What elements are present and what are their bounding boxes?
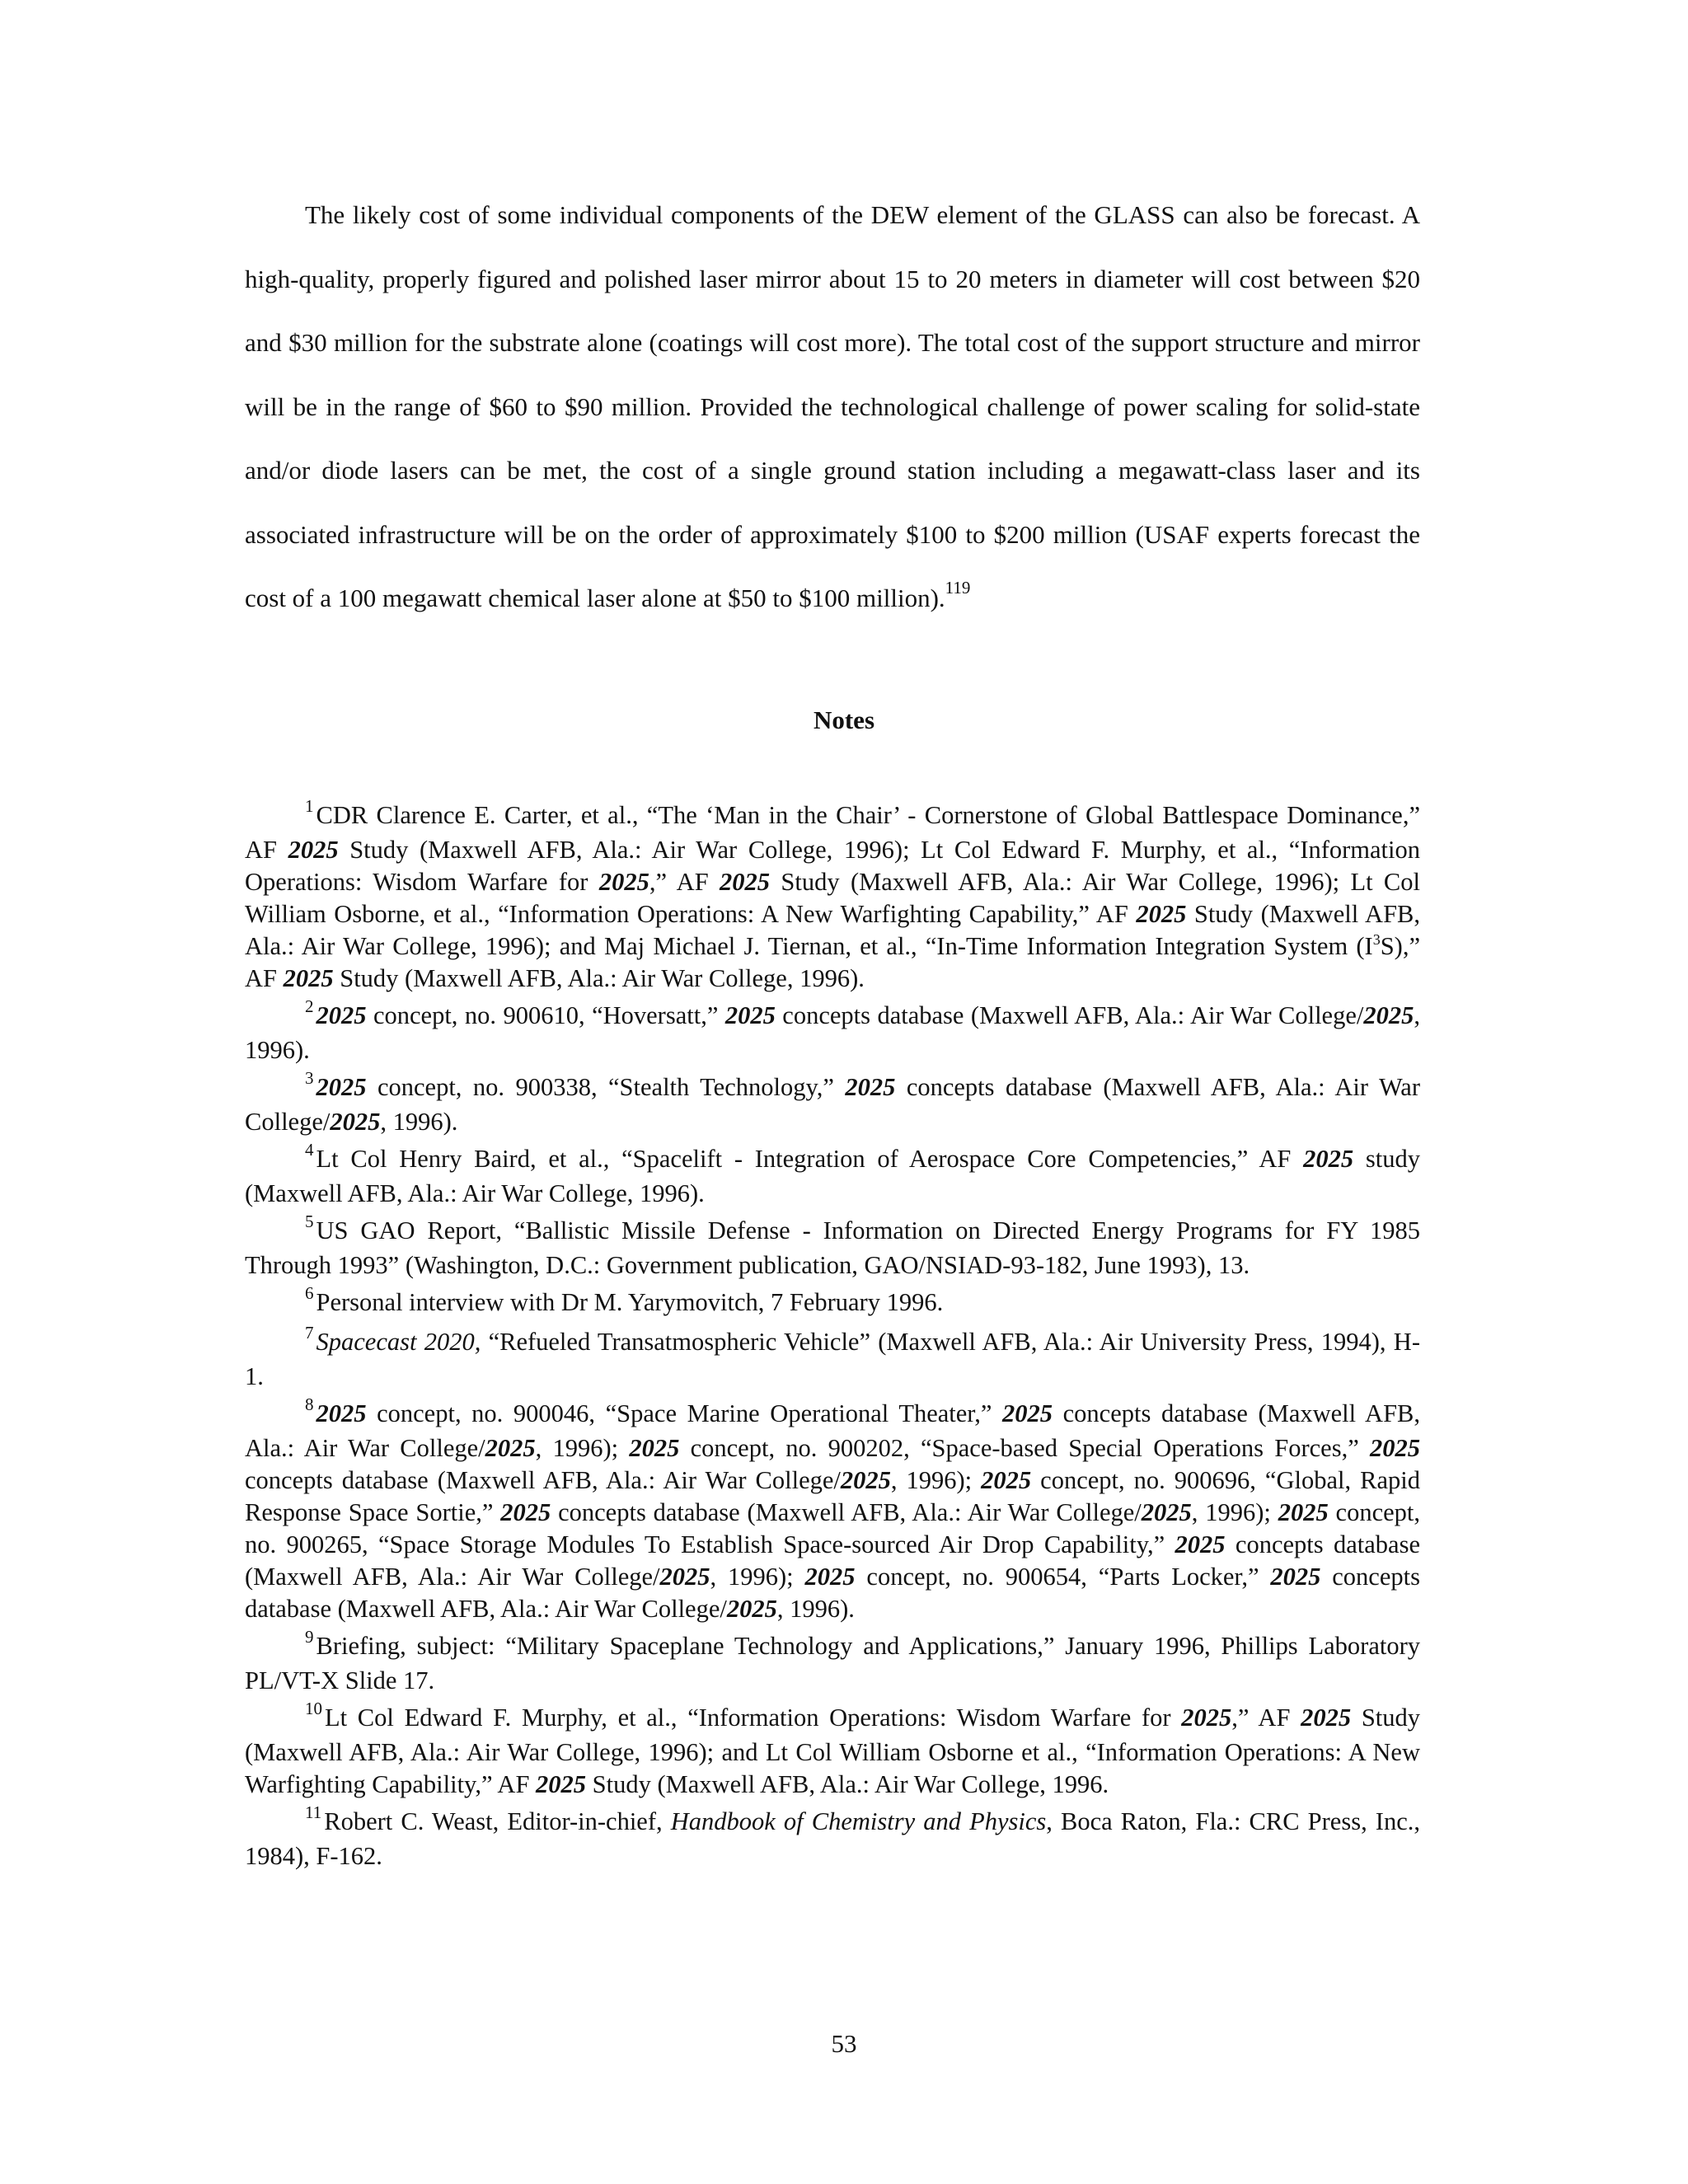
footnote-italic: Handbook of Chemistry and Physics	[670, 1807, 1047, 1835]
footnote-emphasis: 2025	[1175, 1530, 1226, 1558]
footnote-number: 6	[305, 1283, 314, 1303]
footnote-text: S),” AF	[245, 932, 1420, 992]
footnote	[245, 1140, 1420, 1210]
footnote-number: 7	[305, 1323, 314, 1343]
footnote-emphasis: 2025	[500, 1498, 551, 1526]
footnote	[245, 1394, 1420, 1625]
footnote-number: 9	[305, 1627, 314, 1647]
footnote-text: concepts database (Maxwell AFB, Ala.: Air War College/	[551, 1498, 1142, 1526]
footnote-text: Lt Col Henry Baird, et al., “Spacelift - Integration of Aerospace Core Competencies,” AF	[316, 1145, 1304, 1173]
footnote-text: , Boca Raton, Fla.: CRC Press, Inc., 1984), F-162.	[245, 1807, 1421, 1870]
footnote-number: 8	[305, 1394, 314, 1414]
footnote-text: Study (Maxwell AFB, Ala.: Air War College, 1996); and Maj Michael J. Tiernan, et al., “In-Time Information Integration System (I	[245, 900, 1420, 960]
footnote-emphasis: 2025	[840, 1466, 891, 1494]
footnote-text: concepts database (Maxwell AFB, Ala.: Air War College/	[245, 1399, 1420, 1462]
footnote	[245, 1283, 1420, 1321]
footnote-emphasis: 2025	[720, 868, 771, 896]
footnote-emphasis: 2025	[1136, 900, 1187, 928]
footnote-number: 10	[305, 1699, 322, 1718]
body-paragraph	[245, 183, 1420, 630]
footnote-text: concept, no. 900610, “Hoversatt,”	[366, 1001, 725, 1029]
footnote	[245, 1068, 1420, 1138]
footnote-emphasis: 2025	[629, 1434, 680, 1462]
footnote-emphasis: 2025	[316, 1001, 367, 1029]
footnote-text: concept, no. 900338, “Stealth Technology,”	[366, 1073, 846, 1101]
body-paragraph-text: The likely cost of some individual components of the DEW element of the GLASS can also be forecast. A high-quality, properly figured and polished laser mirror about 15 to 20 meters in diameter will cost between $20 and $30 million for the substrate alone (coatings will cost more). The total cost of the support structure and mirror will be in the range of $60 to $90 million. Provided the technological challenge of power scaling for solid-state and/or diode lasers can be met, the cost of a single ground station including a megawatt-class laser and its associated infrastructure will be on the order of approximately $100 to $200 million (USAF experts forecast the cost of a 100 megawatt chemical laser alone at $50 to $100 million).	[245, 200, 1420, 612]
footnote-emphasis: 2025	[316, 1073, 367, 1101]
footnote-text: US GAO Report, “Ballistic Missile Defense - Information on Directed Energy Programs for FY 1985 Through 1993” (Washington, D.C.: Government publication, GAO/NSIAD-93-182, June 1993), 13.	[245, 1216, 1420, 1279]
footnote-emphasis: 2025	[726, 1595, 777, 1623]
footnote	[245, 1802, 1421, 1872]
footnote-text: “Refueled Transatmospheric Vehicle” (Maxwell AFB, Ala.: Air University Press, 1994), H-1.	[245, 1328, 1420, 1390]
footnote-text: Study (Maxwell AFB, Ala.: Air War College, 1996); Lt Col Edward F. Murphy, et al., “Information Operations: Wisdom Warfare for	[245, 836, 1420, 896]
footnote-text: , 1996);	[890, 1466, 982, 1494]
footnote-text: , 1996).	[380, 1108, 458, 1136]
footnote-text: , 1996);	[1191, 1498, 1278, 1526]
footnote-text: concepts database (Maxwell AFB, Ala.: Air War College/	[245, 1530, 1420, 1591]
footnote	[245, 1323, 1420, 1393]
footnote-text: Study (Maxwell AFB, Ala.: Air War College, 1996.	[586, 1770, 1109, 1798]
footnote-superscript: 3	[1372, 931, 1381, 948]
footnote-text: Lt Col Edward F. Murphy, et al., “Information Operations: Wisdom Warfare for	[325, 1704, 1182, 1732]
footnote-text: concepts database (Maxwell AFB, Ala.: Air War College/	[245, 1466, 841, 1494]
footnote	[245, 1212, 1420, 1282]
footnote-emphasis: 2025	[1370, 1434, 1420, 1462]
footnote-reference: 119	[945, 578, 971, 598]
footnote-italic: Spacecast 2020,	[316, 1328, 481, 1356]
footnote-text: study (Maxwell AFB, Ala.: Air War College, 1996).	[245, 1145, 1420, 1207]
footnote-number: 5	[305, 1212, 314, 1231]
footnote-text: concepts database (Maxwell AFB, Ala.: Air War College/	[775, 1001, 1364, 1029]
footnote-number: 4	[305, 1140, 314, 1160]
footnote-emphasis: 2025	[598, 868, 649, 896]
footnote-text: concepts database (Maxwell AFB, Ala.: Air War College/	[245, 1073, 1420, 1136]
footnote-text: CDR Clarence E. Carter, et al., “The ‘Man in the Chair’ - Cornerstone of Global Battlespace Dominance,” AF	[245, 801, 1420, 864]
footnote-emphasis: 2025	[316, 1399, 367, 1427]
notes-heading: Notes	[813, 705, 875, 734]
footnote-emphasis: 2025	[1141, 1498, 1192, 1526]
footnote-text: , 1996);	[535, 1434, 630, 1462]
footnote-number: 1	[305, 796, 314, 816]
footnote-number: 2	[305, 996, 314, 1016]
footnote-text: Study (Maxwell AFB, Ala.: Air War College, 1996).	[333, 964, 865, 992]
footnote-text: Study (Maxwell AFB, Ala.: Air War College, 1996); and Lt Col William Osborne et al., “Information Operations: A New Warfighting Capability,” AF	[245, 1704, 1421, 1798]
footnote-text: , 1996).	[776, 1595, 855, 1623]
page-number: 53	[831, 2029, 857, 2058]
footnote-emphasis: 2025	[485, 1434, 536, 1462]
footnote-emphasis: 2025	[283, 964, 334, 992]
footnote-emphasis: 2025	[659, 1563, 710, 1591]
footnote-emphasis: 2025	[1270, 1563, 1321, 1591]
footnote-text: , 1996);	[710, 1563, 805, 1591]
footnote-emphasis: 2025	[330, 1108, 381, 1136]
footnote-text: Personal interview with Dr M. Yarymovitch, 7 February 1996.	[316, 1288, 944, 1316]
footnote-text: concept, no. 900202, “Space-based Special Operations Forces,”	[679, 1434, 1370, 1462]
footnote-emphasis: 2025	[1181, 1704, 1232, 1732]
footnote-emphasis: 2025	[1301, 1704, 1352, 1732]
footnote-text: ,” AF	[1231, 1704, 1301, 1732]
footnote-emphasis: 2025	[804, 1563, 856, 1591]
footnote-text: Briefing, subject: “Military Spaceplane Technology and Applications,” January 1996, Phillips Laboratory PL/VT-X Slide 17.	[245, 1632, 1420, 1694]
footnote-text: concepts database (Maxwell AFB, Ala.: Air War College/	[245, 1563, 1420, 1623]
footnote-emphasis: 2025	[1363, 1001, 1414, 1029]
footnote-emphasis: 2025	[724, 1001, 776, 1029]
footnote-emphasis: 2025	[1002, 1399, 1053, 1427]
footnote-emphasis: 2025	[536, 1770, 587, 1798]
notes-list	[245, 796, 1421, 1877]
footnote-text: concept, no. 900046, “Space Marine Operational Theater,”	[366, 1399, 1003, 1427]
footnote	[245, 1699, 1421, 1801]
footnote-text: Study (Maxwell AFB, Ala.: Air War College, 1996); Lt Col William Osborne, et al., “Information Operations: A New Warfighting Capability,” AF	[245, 868, 1420, 928]
footnote-number: 11	[305, 1802, 322, 1822]
footnote-emphasis: 2025	[981, 1466, 1032, 1494]
footnote	[245, 796, 1420, 995]
footnote-emphasis: 2025	[845, 1073, 896, 1101]
footnote-text: concept, no. 900654, “Parts Locker,”	[855, 1563, 1271, 1591]
footnote-emphasis: 2025	[1303, 1145, 1354, 1173]
footnote-text: ,” AF	[649, 868, 720, 896]
footnote-number: 3	[305, 1068, 314, 1088]
footnote	[245, 1627, 1420, 1697]
footnote-text: concept, no. 900696, “Global, Rapid Response Space Sortie,”	[245, 1466, 1420, 1526]
footnote-text: Robert C. Weast, Editor-in-chief,	[324, 1807, 671, 1835]
footnote	[245, 996, 1420, 1066]
footnote-emphasis: 2025	[1278, 1498, 1329, 1526]
footnote-text: concept, no. 900265, “Space Storage Modules To Establish Space-sourced Air Drop Capability,”	[245, 1498, 1420, 1558]
footnote-text: , 1996).	[245, 1001, 1420, 1064]
footnote-emphasis: 2025	[288, 836, 339, 864]
